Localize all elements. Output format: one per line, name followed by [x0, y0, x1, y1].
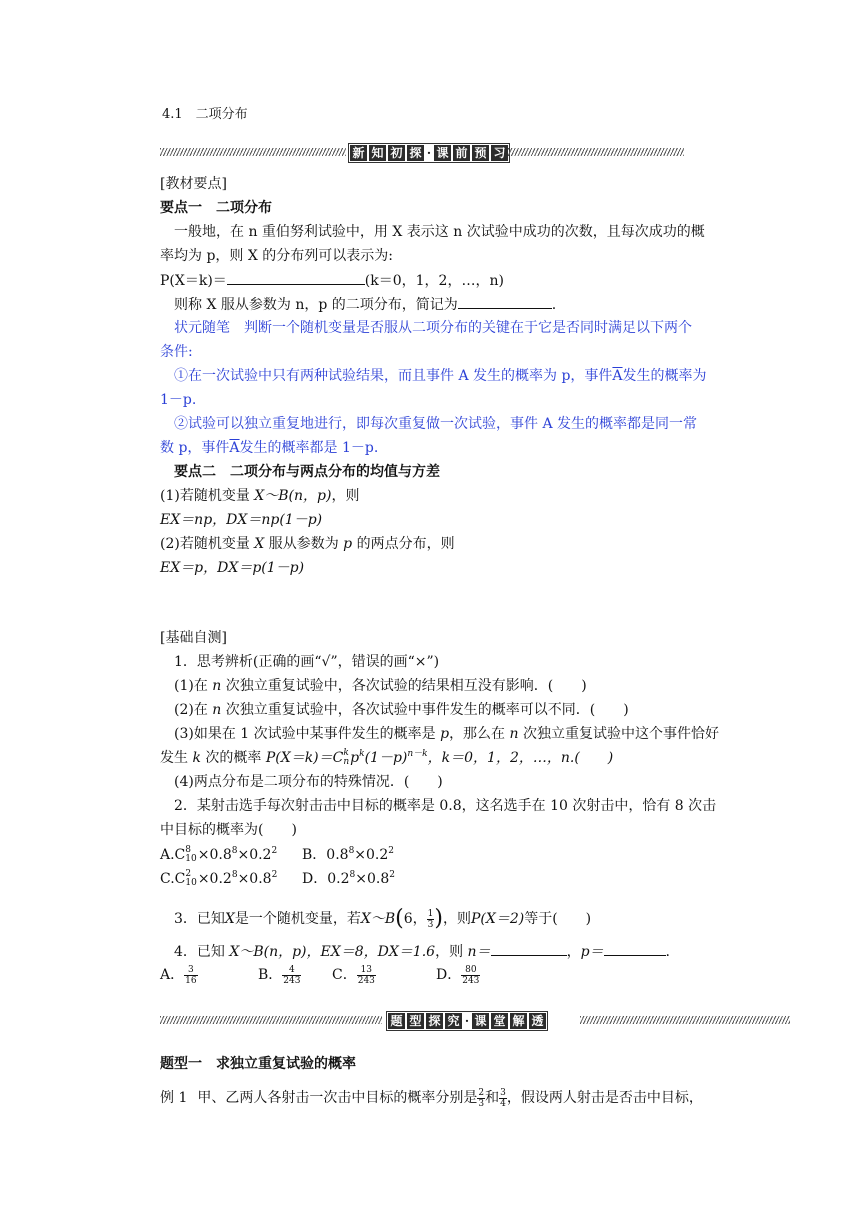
- text: 次独立重复试验中这个事件恰好: [518, 726, 719, 742]
- banner-char: 探: [407, 145, 424, 161]
- q3-options: [160, 962, 480, 988]
- q3-stem: [174, 906, 591, 932]
- denominator: 243: [357, 975, 375, 986]
- fraction: [282, 965, 301, 986]
- text: (2)在: [174, 702, 213, 718]
- math: n: [212, 678, 222, 694]
- point1-line1: 一般地，在 n 重伯努利试验中，用 X 表示这 n 次试验中成功的次数，且每次成功的概: [174, 224, 705, 240]
- q1-item4: (4)两点分布是二项分布的特殊情况．( ): [174, 774, 443, 790]
- sup: 8: [348, 846, 355, 856]
- text: 发生: [160, 750, 193, 766]
- point2-title: 要点二 二项分布与两点分布的均值与方差: [174, 464, 440, 480]
- point1-formula: [160, 271, 504, 290]
- q4-stem: [174, 942, 670, 961]
- sup: 2: [271, 846, 278, 856]
- q3-option-d: [436, 965, 480, 986]
- text: ，: [566, 944, 581, 960]
- banner-char: 前: [453, 145, 470, 161]
- param-group: [395, 906, 443, 932]
- text: ×0.8: [237, 871, 272, 887]
- point2-line4: EX＝p，DX＝p(1－p): [160, 560, 305, 576]
- math: X: [254, 536, 265, 552]
- banner-char: 初: [388, 145, 405, 161]
- tip-line3-b: 发生的概率为: [622, 368, 707, 384]
- text: 和: [485, 1090, 500, 1106]
- q1-item3: [174, 725, 719, 743]
- sup: 8: [349, 870, 356, 880]
- tip-line5: ②试验可以独立重复地进行，即每次重复做一次试验，事件 A 发生的概率都是同一常: [174, 416, 698, 432]
- banner-dot: ·: [426, 146, 432, 160]
- text: ×0.8: [355, 871, 390, 887]
- point1-line2: 率均为 p，则 X 的分布列可以表示为:: [160, 248, 393, 264]
- type1-title: 题型一 求独立重复试验的概率: [160, 1056, 356, 1072]
- tip-line6-b: 发生的概率都是 1－p.: [239, 440, 379, 456]
- banner-char: 课: [434, 145, 451, 161]
- banner-char: 型: [407, 1013, 424, 1029]
- text: ×0.2: [237, 847, 272, 863]
- answer-blank: [227, 271, 365, 285]
- option-label: D．: [436, 967, 462, 983]
- math: (1－p): [364, 750, 408, 766]
- q3-option-c: [332, 965, 436, 986]
- sup: 2: [389, 870, 395, 880]
- point2-line2: EX＝np，DX＝np(1－p): [160, 512, 323, 528]
- sup: k: [343, 748, 349, 758]
- text: ，则: [435, 944, 468, 960]
- text: 次独立重复试验中，各次试验中事件发生的概率可以不同．( ): [221, 702, 629, 718]
- text: A.C: [160, 847, 186, 863]
- text: 次独立重复试验中，各次试验的结果相互没有影响．( ): [221, 678, 587, 694]
- point2-line3: [160, 535, 455, 553]
- banner-hatch-right: [580, 1016, 790, 1024]
- numerator: 4: [282, 965, 301, 976]
- text: 甲、乙两人各射击一次击中目标的概率分别是: [197, 1090, 478, 1106]
- denominator: 243: [283, 975, 301, 986]
- paren: ): [434, 906, 443, 931]
- banner-char: 解: [510, 1013, 527, 1029]
- math: X～B(n，p): [254, 488, 332, 504]
- numerator: 1: [427, 908, 434, 919]
- banner-hatch-right: [508, 148, 684, 156]
- text: ×0.8: [197, 847, 232, 863]
- math: n: [212, 702, 222, 718]
- text: ×0.2: [354, 847, 389, 863]
- q2-option-d: [302, 870, 395, 888]
- numerator: 2: [478, 1087, 485, 1098]
- sub: 10: [185, 854, 197, 864]
- section-banner-explore: [160, 1011, 790, 1029]
- paren: (: [395, 906, 404, 931]
- text: ，那么在: [449, 726, 510, 742]
- sup: k: [359, 749, 365, 759]
- banner-label-box: [386, 1011, 548, 1031]
- denominator: 3: [427, 919, 434, 930]
- text: ，则: [331, 488, 360, 504]
- banner-char: 究: [445, 1013, 462, 1029]
- combination-indices: [343, 749, 349, 767]
- option-label: C．: [332, 967, 357, 983]
- sup: 8: [231, 870, 238, 880]
- text: B．0.8: [302, 847, 349, 863]
- banner-char: 新: [350, 145, 367, 161]
- q2-option-c: [160, 870, 277, 888]
- q1-item3-cont: [160, 749, 613, 767]
- combination-indices: [185, 846, 196, 864]
- textbook-points-heading: [教材要点]: [160, 176, 227, 192]
- text: 等于( ): [524, 911, 592, 927]
- example-label: 例 1: [160, 1090, 188, 1106]
- math: X～B: [360, 911, 396, 927]
- q2-option-b: [302, 846, 394, 864]
- banner-dot: ·: [464, 1014, 470, 1028]
- sup: 2: [271, 870, 278, 880]
- tip-line2: 条件:: [160, 344, 193, 360]
- banner-char: 题: [388, 1013, 405, 1029]
- tip-line6: [160, 439, 378, 457]
- text: D．0.2: [302, 871, 350, 887]
- banner-hatch-left: [160, 1016, 382, 1024]
- banner-char: 习: [491, 145, 508, 161]
- point2-line1: [160, 487, 359, 505]
- math: n＝: [467, 944, 491, 960]
- answer-blank: [458, 295, 552, 309]
- example1: [160, 1085, 703, 1111]
- formula-prefix: P(X＝k)＝: [160, 273, 227, 289]
- math: p＝: [580, 944, 604, 960]
- text: ，假设两人射击是否击中目标，: [506, 1090, 703, 1106]
- text: .: [665, 944, 670, 960]
- banner-char: 课: [472, 1013, 489, 1029]
- fraction: [477, 1088, 485, 1109]
- text: (1)若随机变量: [160, 488, 255, 504]
- math: X: [224, 911, 235, 927]
- text: 服从参数为: [264, 536, 344, 552]
- text: 4．已知: [174, 944, 230, 960]
- answer-blank: [604, 942, 666, 956]
- q2-line1: 2．某射击选手每次射击击中目标的概率是 0.8，这名选手在 10 次射击中，恰有 8 次击: [174, 798, 717, 814]
- math: p: [350, 750, 360, 766]
- section-banner-preview: [160, 143, 684, 161]
- math: P(X＝2): [471, 911, 525, 927]
- banner-label-box: [348, 143, 510, 163]
- point1-line4-end: .: [551, 297, 557, 313]
- math: P(X＝k)＝C: [265, 750, 344, 766]
- text: (2)若随机变量: [160, 536, 255, 552]
- banner-hatch-left: [160, 148, 346, 156]
- text: 3．已知: [174, 911, 225, 927]
- q1-item2: [174, 701, 629, 719]
- numerator: 13: [357, 965, 376, 976]
- combination-indices: [185, 870, 196, 888]
- section-title: 4.1 二项分布: [162, 107, 248, 122]
- q3-option-a: [160, 965, 258, 986]
- q1-item1: [174, 677, 587, 695]
- sup: 2: [185, 869, 192, 879]
- fraction: [499, 1088, 507, 1109]
- formula-suffix: (k＝0，1，2，…，n): [364, 273, 504, 289]
- sub: n: [343, 757, 350, 767]
- banner-char: 预: [472, 145, 489, 161]
- tip-line3: [174, 367, 707, 385]
- fraction: [461, 965, 480, 986]
- text: C.C: [160, 871, 186, 887]
- point1-line4: [174, 295, 556, 314]
- event-complement: $\overline{A}$: [612, 368, 623, 384]
- math: p: [343, 536, 353, 552]
- option-label: B．: [258, 967, 283, 983]
- numerator: 80: [461, 965, 480, 976]
- math: k: [192, 750, 201, 766]
- math: n: [509, 726, 519, 742]
- numerator: 3: [500, 1087, 506, 1098]
- point1-line4-text: 则称 X 服从参数为 n，p 的二项分布，简记为: [174, 297, 458, 313]
- option-label: A．: [160, 967, 185, 983]
- sup: n－k: [407, 749, 428, 759]
- tip-line6-a: 数 p，事件: [160, 440, 230, 456]
- text: ×0.2: [197, 871, 232, 887]
- sup: 8: [231, 846, 238, 856]
- tip-line3-a: ①在一次试验中只有两种试验结果，而且事件 A 发生的概率为 p，事件: [174, 368, 613, 384]
- denominator: 3: [478, 1098, 485, 1109]
- numerator: 3: [184, 965, 197, 976]
- banner-char: 知: [369, 145, 386, 161]
- fraction: [427, 909, 435, 930]
- math: p: [440, 726, 450, 742]
- q2-line2: 中目标的概率为( ): [160, 822, 297, 838]
- text: 的两点分布，则: [352, 536, 455, 552]
- event-complement: $\overline{A}$: [229, 440, 240, 456]
- text: 次的概率: [200, 750, 266, 766]
- banner-char: 探: [426, 1013, 443, 1029]
- sup: 2: [388, 846, 395, 856]
- answer-blank: [491, 942, 567, 956]
- sub: 10: [185, 878, 197, 888]
- q1-title: 1．思考辨析(正确的画“√”，错误的画“×”): [174, 654, 440, 670]
- self-test-heading: [基础自测]: [160, 630, 227, 646]
- q2-option-a: [160, 846, 277, 864]
- text: ，则: [443, 911, 471, 927]
- text: 6，: [403, 911, 427, 927]
- q3-option-b: [258, 965, 332, 986]
- tip-line4: 1－p.: [160, 392, 197, 408]
- banner-char: 透: [529, 1013, 546, 1029]
- banner-char: 堂: [491, 1013, 508, 1029]
- math: ，k＝0，1，2，…，n.( ): [427, 750, 614, 766]
- fraction: [184, 965, 197, 986]
- tip-line1: 状元随笔 判断一个随机变量是否服从二项分布的关键在于它是否同时满足以下两个: [174, 320, 692, 336]
- denominator: 16: [185, 975, 197, 986]
- text: (1)在: [174, 678, 213, 694]
- math: X～B(n，p)，EX＝8，DX＝1.6: [229, 944, 436, 960]
- point1-title: 要点一 二项分布: [160, 200, 272, 216]
- fraction: [357, 965, 376, 986]
- text: (3)如果在 1 次试验中某事件发生的概率是: [174, 726, 441, 742]
- denominator: 243: [462, 975, 480, 986]
- sup: 8: [185, 845, 192, 855]
- denominator: 4: [500, 1098, 506, 1109]
- text: 是一个随机变量，若: [234, 911, 361, 927]
